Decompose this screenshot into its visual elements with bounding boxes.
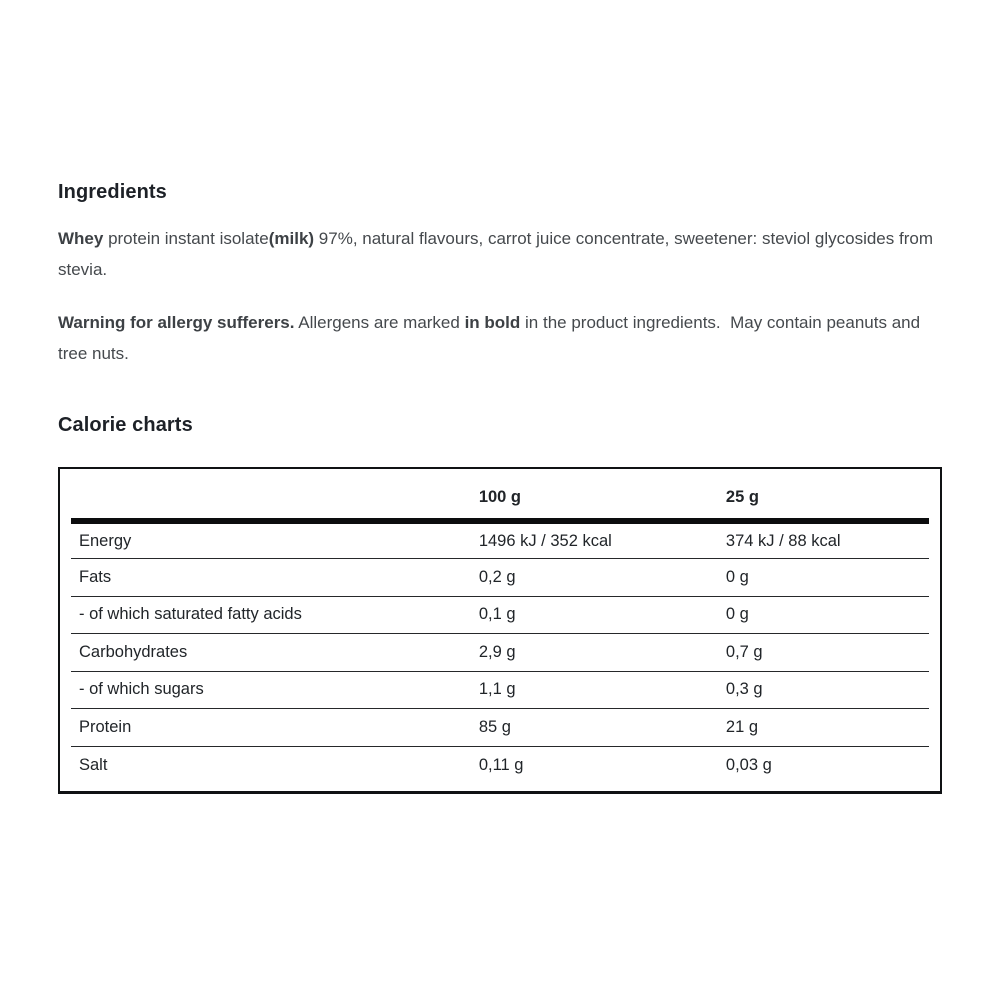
nutrition-table-box — [58, 467, 942, 794]
table-row-saturated-fatty-acids — [71, 596, 929, 634]
nutrition-header-row — [71, 469, 929, 521]
row-value-100g: 0,1 g — [471, 596, 718, 634]
row-value-100g: 2,9 g — [471, 634, 718, 672]
row-label: Protein — [71, 709, 471, 747]
row-label: Carbohydrates — [71, 634, 471, 672]
calorie-charts-section — [58, 411, 942, 794]
table-row-sugars — [71, 671, 929, 709]
row-value-25g: 0 g — [718, 559, 929, 597]
allergy-warning-segment: in bold — [464, 313, 521, 332]
nutrition-table — [71, 469, 929, 784]
table-row-salt — [71, 746, 929, 784]
row-value-100g: 0,11 g — [478, 755, 524, 774]
ingredients-text-segment: 97%, natural flavours, carrot juice concentrate, sweetener: steviol glycosides from stevia. — [58, 229, 938, 279]
ingredients-text-segment: protein instant isolate — [103, 229, 269, 248]
row-value-25g: 0 g — [718, 596, 929, 634]
nutrition-col-header-100g: 100 g — [471, 469, 718, 521]
allergy-warning-segment: in the product ingredients. May contain peanuts and tree nuts. — [58, 313, 925, 363]
product-info-content — [58, 178, 942, 794]
ingredients-section — [58, 178, 942, 369]
row-value-25g: 0,7 g — [718, 634, 929, 672]
ingredients-heading: Ingredients — [58, 181, 167, 203]
row-value-25g: 21 g — [718, 709, 929, 747]
table-row-energy — [71, 521, 929, 559]
row-value-100g: 1,1 g — [471, 671, 718, 709]
ingredients-text-segment: (milk) — [268, 229, 315, 248]
row-value-100g: 85 g — [471, 709, 718, 747]
allergy-warning-segment: Warning for allergy sufferers. — [58, 313, 295, 332]
row-label: - of which saturated fatty acids — [71, 596, 471, 634]
ingredients-text — [58, 223, 942, 285]
row-label: - of which sugars — [71, 671, 471, 709]
row-value-100g: 0,2 g — [471, 559, 718, 597]
row-label: Energy — [71, 521, 471, 559]
row-value-25g: 0,03 g — [725, 755, 772, 774]
row-label: Salt — [79, 755, 108, 774]
allergy-warning-text — [58, 307, 942, 369]
row-value-25g: 374 kJ / 88 kcal — [718, 521, 929, 559]
allergy-warning-segment: Allergens are marked — [294, 313, 465, 332]
ingredients-text-segment: Whey — [58, 229, 104, 248]
row-label: Fats — [71, 559, 471, 597]
row-value-100g: 1496 kJ / 352 kcal — [471, 521, 718, 559]
table-row-fats — [71, 559, 929, 597]
row-value-25g: 0,3 g — [718, 671, 929, 709]
nutrition-col-header-25g: 25 g — [718, 469, 929, 521]
table-row-carbohydrates — [71, 634, 929, 672]
calorie-charts-heading: Calorie charts — [58, 414, 193, 436]
nutrition-col-header-label — [71, 469, 471, 521]
table-row-protein — [71, 709, 929, 747]
